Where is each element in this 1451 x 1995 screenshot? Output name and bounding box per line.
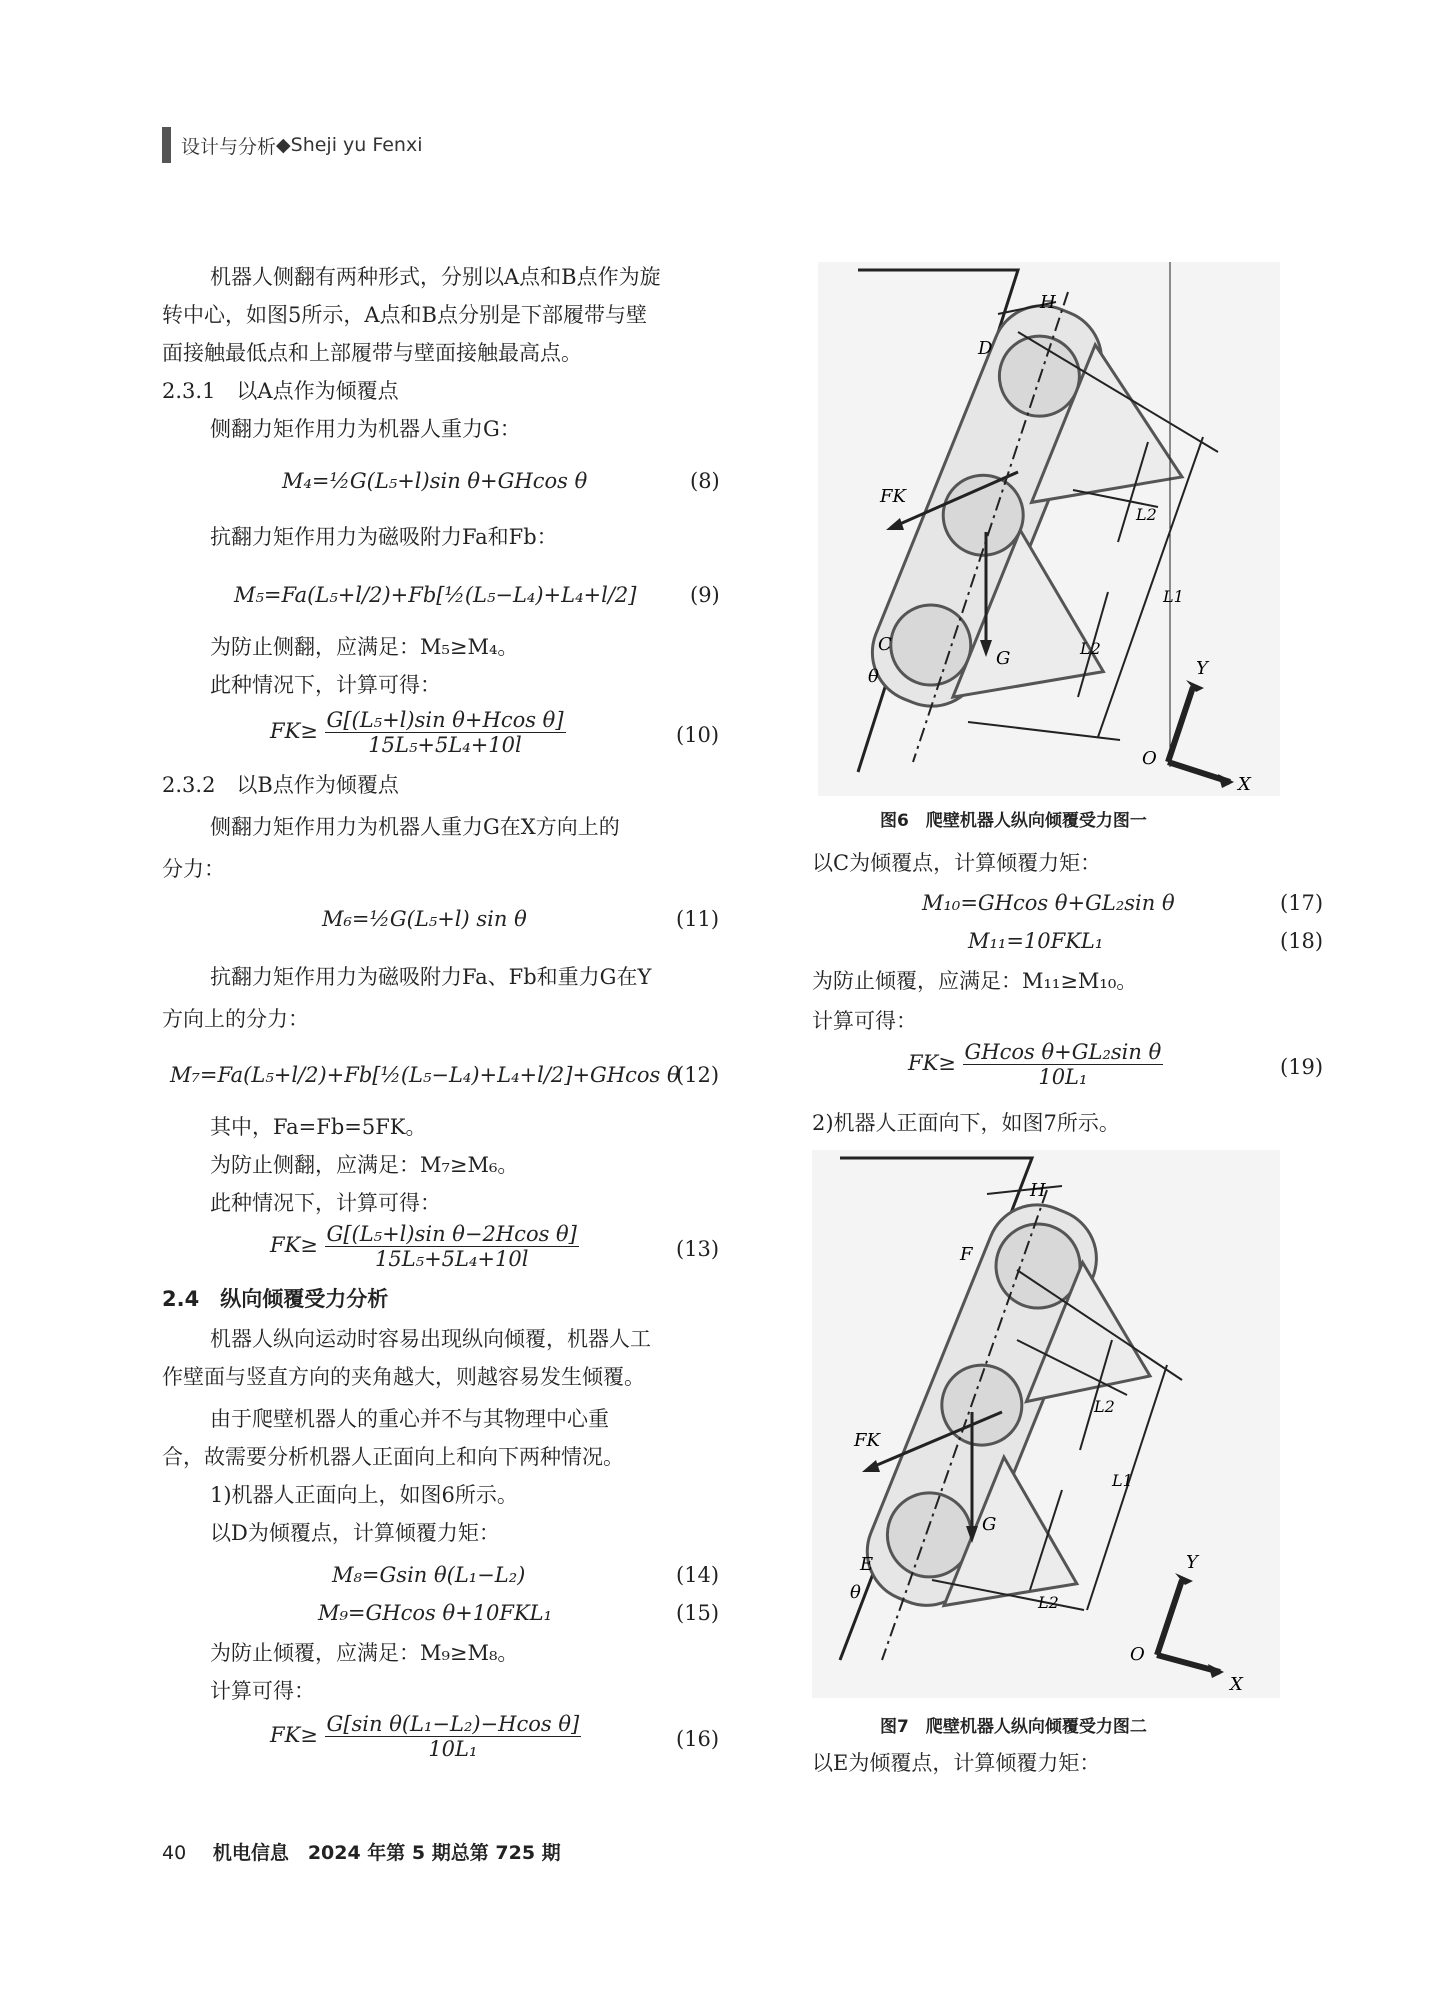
- paragraph: 合，故需要分析机器人正面向上和向下两种情况。: [162, 1445, 624, 1469]
- fig7-label-L2-upper: L2: [1094, 1397, 1115, 1416]
- figure-6-caption: 图6 爬壁机器人纵向倾覆受力图一: [880, 811, 1147, 831]
- header-section: 设计与分析: [181, 135, 277, 158]
- paragraph: 方向上的分力：: [162, 1007, 309, 1031]
- equation-number: (15): [676, 1601, 720, 1625]
- fig7-label-G: G: [982, 1514, 997, 1535]
- paragraph: 计算可得：: [812, 1009, 917, 1033]
- fig7-label-E: E: [860, 1554, 874, 1575]
- paragraph: 以D为倾覆点，计算倾覆力矩：: [210, 1521, 500, 1545]
- fraction: [325, 708, 566, 757]
- subsection-heading: 2.3.2 以B点作为倾覆点: [162, 773, 399, 797]
- paragraph: 由于爬壁机器人的重心并不与其物理中心重: [210, 1407, 609, 1431]
- paragraph: 抗翻力矩作用力为磁吸附力Fa和Fb：: [210, 525, 558, 549]
- running-header: [162, 127, 423, 163]
- equation-number: (12): [676, 1063, 720, 1087]
- equation-9: M₅=Fa(L₅+l/2)+Fb[½(L₅−L₄)+L₄+l/2]: [234, 583, 637, 607]
- fig6-label-O: O: [1142, 748, 1157, 769]
- header-bar: [162, 127, 171, 163]
- denominator: 15L₅+5L₄+10l: [374, 1247, 529, 1271]
- figure-6-diagram: [818, 262, 1280, 796]
- paragraph: 侧翻力矩作用力为机器人重力G：: [210, 417, 521, 441]
- equation-18: M₁₁=10FKL₁: [968, 929, 1104, 953]
- numerator: G[(L₅+l)sin θ+Hcos θ]: [326, 708, 564, 732]
- equation-number: (17): [1280, 891, 1324, 915]
- paragraph: 以C为倾覆点，计算倾覆力矩：: [812, 851, 1102, 875]
- fig6-label-L2-upper: L2: [1136, 505, 1157, 524]
- equation-15: M₉=GHcos θ+10FKL₁: [318, 1601, 553, 1625]
- page-footer: [162, 1838, 561, 1865]
- paragraph: 为防止侧翻，应满足：M₇≥M₆。: [210, 1153, 519, 1177]
- fig6-label-H: H: [1040, 292, 1056, 313]
- fk-geq: FK≥: [908, 1051, 956, 1075]
- denominator: 10L₁: [1038, 1065, 1088, 1089]
- paragraph: 以E为倾覆点，计算倾覆力矩：: [812, 1751, 1101, 1775]
- header-diamond-icon: ◆: [276, 134, 291, 156]
- fig6-label-G: G: [996, 648, 1011, 669]
- paragraph: 机器人侧翻有两种形式，分别以A点和B点作为旋: [210, 265, 661, 289]
- paragraph: 其中，Fa=Fb=5FK。: [210, 1115, 427, 1139]
- equation-19: [908, 1040, 1163, 1089]
- equation-number: (11): [676, 907, 720, 931]
- equation-11: M₆=½G(L₅+l) sin θ: [322, 907, 527, 931]
- paragraph: 此种情况下，计算可得：: [210, 673, 441, 697]
- figure-7: [812, 1150, 1280, 1698]
- denominator: 15L₅+5L₄+10l: [368, 733, 522, 757]
- fig7-label-L2-lower: L2: [1038, 1593, 1059, 1612]
- header-pinyin: Sheji yu Fenxi: [290, 134, 423, 156]
- paragraph: 抗翻力矩作用力为磁吸附力Fa、Fb和重力G在Y: [210, 965, 652, 989]
- paragraph: 侧翻力矩作用力为机器人重力G在X方向上的: [210, 815, 620, 839]
- figure-7-diagram: [812, 1150, 1280, 1698]
- fig6-label-X: X: [1238, 774, 1251, 795]
- paragraph: 计算可得：: [210, 1679, 315, 1703]
- fig6-label-C: C: [878, 634, 892, 655]
- fig7-label-H: H: [1030, 1180, 1046, 1201]
- equation-number: (8): [690, 469, 720, 493]
- fig7-label-F: F: [960, 1244, 973, 1265]
- paragraph: 机器人纵向运动时容易出现纵向倾覆，机器人工: [210, 1327, 651, 1351]
- equation-12: M₇=Fa(L₅+l/2)+Fb[½(L₅−L₄)+L₄+l/2]+GHcos θ: [170, 1063, 680, 1087]
- equation-number: (16): [676, 1727, 720, 1751]
- paragraph: 为防止倾覆，应满足：M₉≥M₈。: [210, 1641, 519, 1665]
- equation-10: [270, 708, 566, 757]
- paragraph: 1)机器人正面向上，如图6所示。: [210, 1483, 518, 1507]
- fk-geq: FK≥: [270, 1233, 318, 1257]
- fraction: [325, 1222, 579, 1271]
- paragraph: 作壁面与竖直方向的夹角越大，则越容易发生倾覆。: [162, 1365, 645, 1389]
- equation-number: (18): [1280, 929, 1324, 953]
- fig7-label-theta: θ: [850, 1582, 861, 1603]
- fig7-label-FK: FK: [854, 1430, 880, 1451]
- fig7-label-O: O: [1130, 1644, 1145, 1665]
- fig6-label-L1: L1: [1163, 587, 1184, 606]
- fk-geq: FK≥: [270, 719, 318, 743]
- fk-geq: FK≥: [270, 1723, 318, 1747]
- denominator: 10L₁: [428, 1737, 478, 1761]
- equation-14: M₈=Gsin θ(L₁−L₂): [332, 1563, 526, 1587]
- subsection-heading: 2.3.1 以A点作为倾覆点: [162, 379, 399, 403]
- paragraph: 分力：: [162, 857, 225, 881]
- figure-6: [818, 262, 1280, 796]
- paragraph: 转中心，如图5所示，A点和B点分别是下部履带与壁: [162, 303, 647, 327]
- equation-13: [270, 1222, 579, 1271]
- paragraph: 2)机器人正面向下，如图7所示。: [812, 1111, 1120, 1135]
- fig6-label-theta: θ: [868, 666, 879, 687]
- numerator: G[(L₅+l)sin θ−2Hcos θ]: [326, 1222, 577, 1246]
- equation-17: M₁₀=GHcos θ+GL₂sin θ: [922, 891, 1175, 915]
- equation-number: (19): [1280, 1055, 1324, 1079]
- fig6-label-L2-lower: L2: [1080, 639, 1101, 658]
- fig6-label-Y: Y: [1196, 658, 1208, 679]
- numerator: G[sin θ(L₁−L₂)−Hcos θ]: [326, 1712, 580, 1736]
- page-number: 40: [162, 1842, 187, 1864]
- equation-number: (14): [676, 1563, 720, 1587]
- numerator: GHcos θ+GL₂sin θ: [964, 1040, 1162, 1064]
- fraction: [325, 1712, 582, 1761]
- equation-number: (13): [676, 1237, 720, 1261]
- equation-number: (9): [690, 583, 720, 607]
- fig7-label-X: X: [1230, 1674, 1243, 1695]
- equation-number: (10): [676, 723, 720, 747]
- fig7-label-Y: Y: [1186, 1552, 1198, 1573]
- fraction: [963, 1040, 1164, 1089]
- section-heading: 2.4 纵向倾覆受力分析: [162, 1287, 389, 1311]
- figure-7-caption: 图7 爬壁机器人纵向倾覆受力图二: [880, 1717, 1147, 1737]
- fig7-label-L1: L1: [1112, 1471, 1133, 1490]
- fig6-label-FK: FK: [880, 486, 906, 507]
- equation-8: M₄=½G(L₅+l)sin θ+GHcos θ: [282, 469, 588, 493]
- paragraph: 为防止侧翻，应满足：M₅≥M₄。: [210, 635, 519, 659]
- paragraph: 为防止倾覆，应满足：M₁₁≥M₁₀。: [812, 969, 1138, 993]
- journal-info: 机电信息 2024 年第 5 期总第 725 期: [212, 1842, 561, 1864]
- paragraph: 此种情况下，计算可得：: [210, 1191, 441, 1215]
- fig6-label-D: D: [978, 338, 993, 359]
- equation-16: [270, 1712, 581, 1761]
- paragraph: 面接触最低点和上部履带与壁面接触最高点。: [162, 341, 582, 365]
